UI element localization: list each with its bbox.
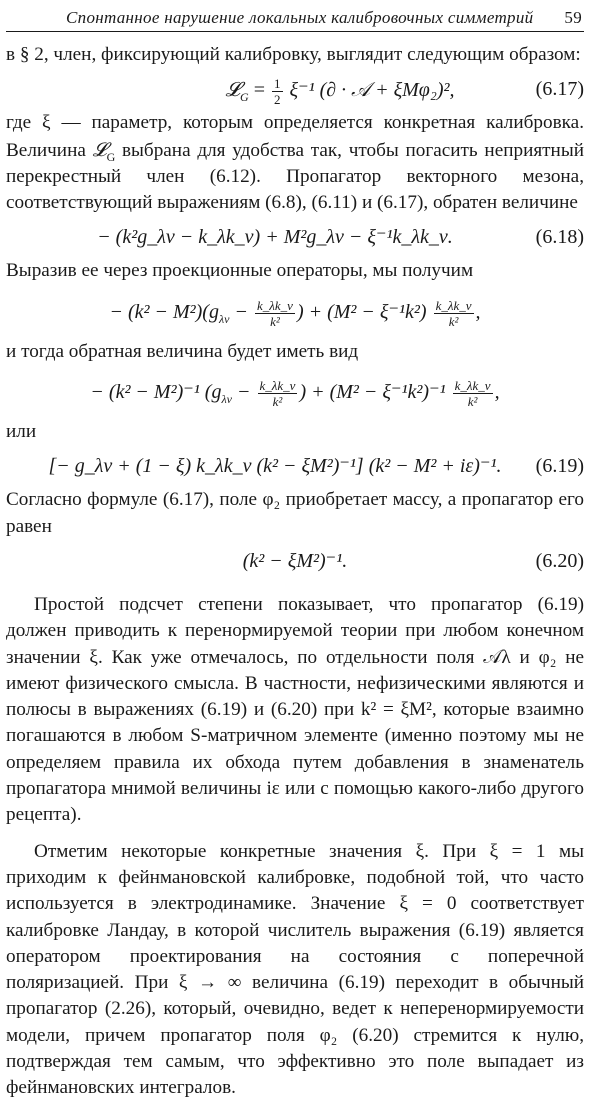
equation-6-17-formula <box>226 68 455 111</box>
equation-projection-form <box>6 285 584 339</box>
running-title: Спонтанное нарушение локальных калибровочных симметрий <box>66 8 534 27</box>
inverse-form-formula <box>90 365 499 419</box>
projection-fraction <box>255 298 295 329</box>
inverse-fraction <box>258 378 298 409</box>
projection-form-pre: − (k² − M²)(g <box>109 300 219 323</box>
inverse-form-sub: λν <box>221 392 232 407</box>
equals-sign: = <box>248 79 270 102</box>
fraction-numerator: k_λk_ν <box>257 297 293 313</box>
equation-6-19-label: (6.19) <box>535 455 584 478</box>
fraction-one-half <box>272 76 283 107</box>
projection-form-minus: − <box>229 300 253 323</box>
fraction-numerator: k_λk_ν <box>259 377 296 393</box>
page-number: 59 <box>564 8 582 27</box>
paragraph-renormalizability: Простой подсчет степени показывает, что пропагатор (6.19) должен приводить к перенормируемой теории при любом конечном значении ξ. Как уже отмечалось, по отдельности поля 𝒜λ и φ₂ не имеют физического смысла. В частности, нефизическими являются и полюсы в выражениях (6.19) и (6.20) при k² = ξM², которые взаимно погашаются в любом S-матричном элементе (именно поэтому мы не определяем правила их обхода путем добавления в знаменатель пропагатора мнимой величины iε или с помощью какого-либо другого рецепта). <box>6 593 584 826</box>
equation-inverse-form <box>6 365 584 419</box>
equation-6-17-rest: ξ⁻¹ (∂ · 𝒜 + ξMφ₂)², <box>284 79 455 102</box>
fraction-numerator: k_λk_ν <box>454 377 491 393</box>
lagrangian-subscript: G <box>240 90 249 105</box>
equation-6-19-formula: [− g_λν + (1 − ξ) k_λk_ν (k² − ξM²)⁻¹] (k² − M² + iε)⁻¹. <box>48 455 502 478</box>
fraction-numerator: 1 <box>274 76 281 92</box>
fraction-numerator: k_λk_ν <box>435 297 472 313</box>
equation-6-18-label: (6.18) <box>535 226 584 249</box>
fraction-denominator: k² <box>448 313 459 329</box>
equation-6-20-formula: (k² − ξM²)⁻¹. <box>242 549 348 572</box>
paragraph-projection: Выразив ее через проекционные операторы, мы получим <box>6 260 474 282</box>
projection-form-end: , <box>475 300 481 323</box>
equation-6-17-label: (6.17) <box>535 78 584 101</box>
projection-form-sub: λν <box>218 311 230 326</box>
fraction-denominator: 2 <box>274 92 281 108</box>
inverse-fraction-2 <box>453 378 493 409</box>
fraction-denominator: k² <box>467 393 478 409</box>
equation-6-18-formula: − (k²g_λν − k_λk_ν) + M²g_λν − ξ⁻¹k_λk_ν. <box>97 226 453 249</box>
equation-6-19 <box>6 445 584 487</box>
projection-form-formula <box>109 285 480 339</box>
paragraph-gauge-values: Отметим некоторые конкретные значения ξ. При ξ = 1 мы приходим к фейнмановской калибровке, подобной той, что часто используется в электродинамике. Значение ξ = 0 соответствует калибровке Ландау, в которой числитель выражения (6.19) является оператором проектирования на состояния с поперечной поляризацией. При ξ → ∞ величина (6.19) переходит в обычный пропагатор (2.26), который, очевидно, ведет к неперенормируемости модели, причем пропагатор поля φ₂ (6.20) стремится к нулю, подтверждая тем самым, что эффективно это поле выпадает из фейнмановских интегралов. <box>6 840 584 1099</box>
projection-form-mid: ) + (M² − ξ⁻¹k²) <box>296 300 432 323</box>
paragraph-inverse: и тогда обратная величина будет иметь вид <box>6 340 359 362</box>
lagrangian-inline: 𝓛 <box>92 137 107 161</box>
equation-6-18 <box>6 216 584 258</box>
paragraph-or: или <box>6 421 37 443</box>
paragraph-gauge-param <box>6 110 584 216</box>
running-head <box>6 7 584 32</box>
equation-6-17 <box>6 68 584 110</box>
equation-6-20-label: (6.20) <box>535 549 584 572</box>
equation-6-20 <box>6 540 584 582</box>
projection-fraction-2 <box>434 298 474 329</box>
paragraph-gauge-param-a: где ξ — параметр, которым определяется конкретная калибровка. Величина <box>6 112 584 161</box>
paragraph-intro: в § 2, член, фиксирующий калибровку, выглядит следующим образом: <box>6 44 581 65</box>
inverse-form-pre: − (k² − M²)⁻¹ (g <box>90 381 222 404</box>
paragraph-gauge-param-b: выбрана для удобства так, чтобы погасить неприятный перекрестный член (6.12). Пропагатор векторного мезона, соответствующий выражениям (6.8), (6.11) и (6.17), обратен величине <box>6 139 584 214</box>
inverse-form-mid: ) + (M² − ξ⁻¹k²)⁻¹ <box>299 381 451 404</box>
inverse-form-end: , <box>494 381 500 404</box>
lagrangian-inline-sub: G <box>106 149 116 164</box>
lagrangian-symbol: 𝓛 <box>225 77 241 102</box>
paragraph-phi2-mass: Согласно формуле (6.17), поле φ₂ приобретает массу, а пропагатор его равен <box>6 489 584 537</box>
page-body <box>6 42 584 1102</box>
inverse-form-minus: − <box>232 381 256 404</box>
fraction-denominator: k² <box>272 393 283 409</box>
fraction-denominator: k² <box>270 313 280 329</box>
